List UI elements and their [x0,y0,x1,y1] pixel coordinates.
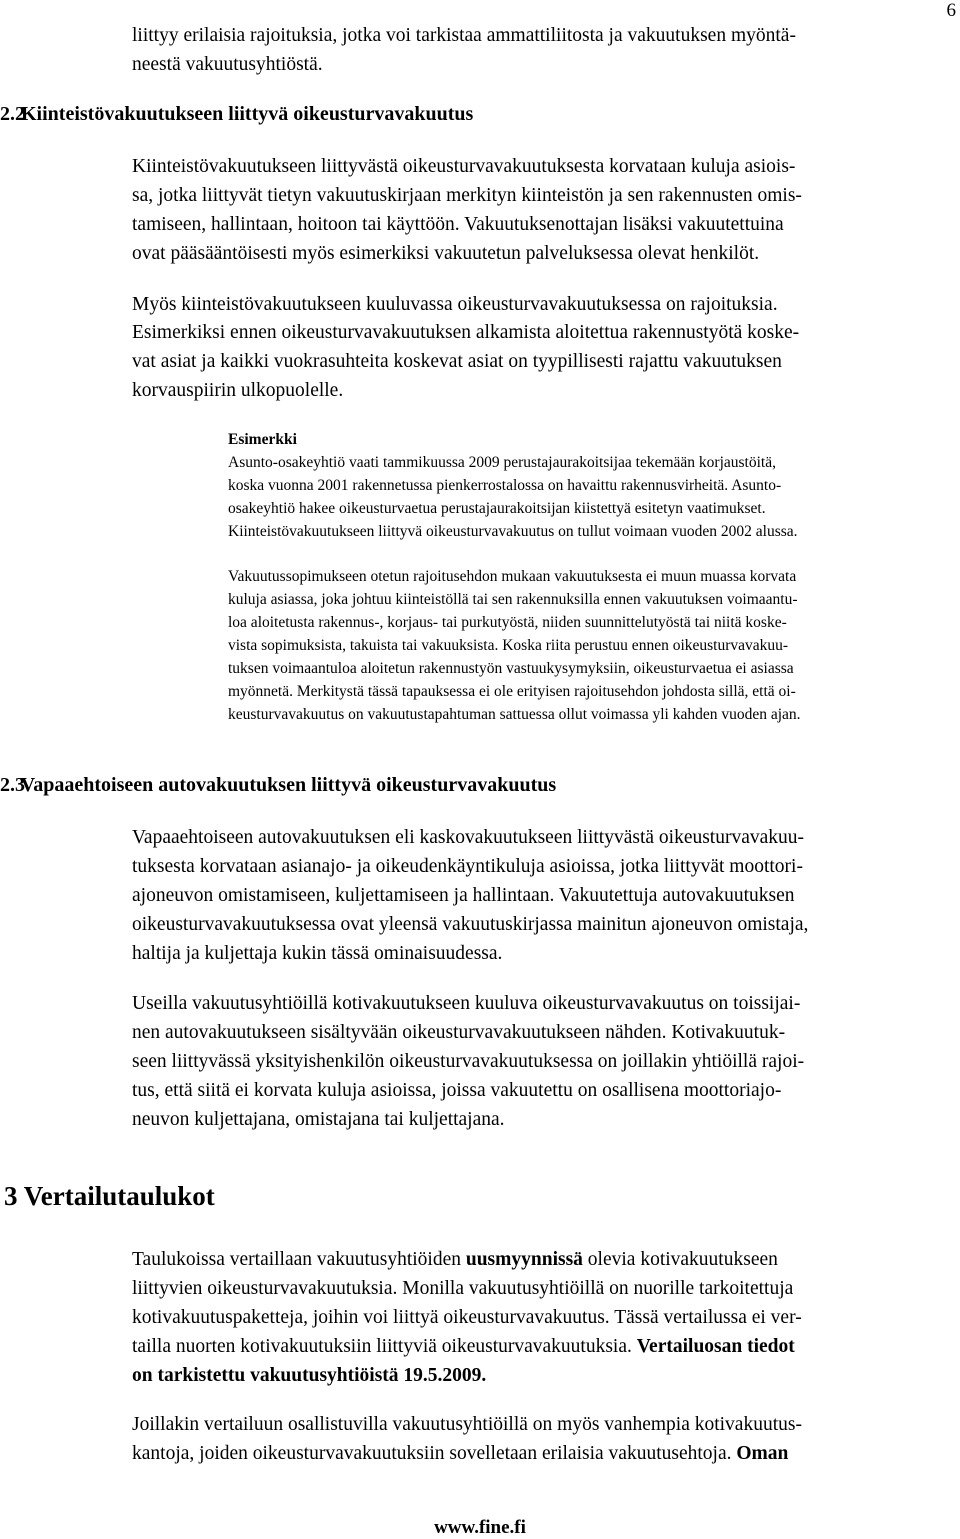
s3-p2-l2-a: kantoja, joiden oikeusturvavakuutuksiin sovelletaan erilaisia vakuutusehtoja. [132,1443,737,1464]
s23-p2-line-1: Useilla vakuutusyhtiöillä kotivakuutukseen kuuluva oikeusturvavakuutus on toissijai- [132,993,801,1014]
s3-p1-l1-bold: uusmyynnissä [465,1249,583,1270]
example2-line-4: vista sopimuksista, takuista tai vakuuksista. Koska riita perustuu ennen oikeusturvavakuu- [228,637,789,654]
s23-p2-line-3: seen liittyvässä yksityishenkilön oikeusturvavakuutuksessa on joillakin yhtiöillä rajoi- [132,1051,805,1072]
s22-p2-line-1: Myös kiinteistövakuutukseen kuuluvassa oikeusturvavakuutuksessa on rajoituksia. [132,294,778,315]
s23-p1-line-4: oikeusturvavakuutuksessa ovat yleensä vakuutuskirjassa mainitun ajoneuvon omistaja, [132,914,809,935]
s3-p1-l1-a: Taulukoissa vertaillaan vakuutusyhtiöiden [132,1249,466,1270]
s23-p2-line-4: tus, että siitä ei korvata kuluja asioissa, joissa vakuutettu on osallisena moottoriajo- [132,1080,782,1101]
example2-line-5: tuksen voimaantuloa aloitetun rakennustyön vastuukysymyksiin, oikeusturvaetua ei asiassa [228,660,794,677]
s22-p2-line-4: korvauspiirin ulkopuolelle. [132,380,344,401]
page-number: 6 [946,0,956,21]
s23-p2-line-2: nen autovakuutukseen sisältyvään oikeusturvavakuutukseen nähden. Kotivakuutuk- [132,1022,786,1043]
s23-p1-line-5: haltija ja kuljettaja kukin tässä ominaisuudessa. [132,943,503,964]
example2-line-1: Vakuutussopimukseen otetun rajoitusehdon mukaan vakuutuksesta ei muun muassa korvata [228,568,797,585]
s3-p1-line-5: on tarkistettu vakuutusyhtiöistä 19.5.2009. [132,1365,487,1386]
s23-p1-line-3: ajoneuvon omistamiseen, kuljettamiseen ja hallintaan. Vakuutettuja autovakuutuksen [132,885,795,906]
s3-p2-line-2 [132,1439,788,1468]
section-2-3-heading [0,774,556,797]
example-label: Esimerkki [228,431,297,448]
example-line-4: Kiinteistövakuutukseen liittyvä oikeusturvavakuutus on tullut voimaan vuoden 2002 alussa. [228,523,798,540]
section-2-2-heading [0,103,473,126]
s3-p1-line-3: kotivakuutuspaketteja, joihin voi liittyä oikeusturvavakuutus. Tässä vertailussa ei ver- [132,1307,802,1328]
s3-p1-l1-c: olevia kotivakuutukseen [582,1249,778,1270]
s3-p1-l4-bold: Vertailuosan tiedot [636,1336,795,1357]
section-2-3-number: 2.3 [0,774,25,796]
s3-p1-line-4 [132,1332,795,1361]
footer-url: www.fine.fi [434,1517,526,1538]
s23-p2-line-5: neuvon kuljettajana, omistajana tai kuljettajana. [132,1109,505,1130]
s22-p1-line-4: ovat pääsääntöisesti myös esimerkiksi vakuutetun palveluksessa olevat henkilöt. [132,243,760,264]
intro-line-2: neestä vakuutusyhtiöstä. [132,54,323,75]
section-3-heading: 3 Vertailutaulukot [4,1181,215,1211]
s23-p1-line-2: tuksesta korvataan asianajo- ja oikeudenkäyntikuluja asioissa, jotka liittyvät moottori- [132,856,803,877]
s22-p1-line-3: tamiseen, hallintaan, hoitoon tai käyttöön. Vakuutuksenottajan lisäksi vakuutettuina [132,214,784,235]
s3-p2-l2-bold: Oman [736,1443,789,1464]
section-2-2-number: 2.2 [0,103,25,125]
s3-p2-line-1: Joillakin vertailuun osallistuvilla vakuutusyhtiöillä on myös vanhempia kotivakuutus- [132,1414,802,1435]
s22-p2-line-2: Esimerkiksi ennen oikeusturvavakuutuksen alkamista aloitettua rakennustyötä koske- [132,322,800,343]
example2-line-6: myönnetä. Merkitystä tässä tapauksessa ei ole erityisen rajoitusehdon johdosta sillä, että oi- [228,683,796,700]
example2-line-7: keusturvavakuutus on vakuutustapahtuman sattuessa ollut voimassa yli kahden vuoden ajan. [228,706,801,723]
example-line-1: Asunto-osakeyhtiö vaati tammikuussa 2009 perustajaurakoitsijaa tekemään korjaustöitä, [228,454,776,471]
example-line-2: koska vuonna 2001 rakennetussa pienkerrostalossa on havaittu rakennusvirheitä. Asunto- [228,477,782,494]
s3-p1-l4-a: tailla nuorten kotivakuutuksiin liittyviä oikeusturvavakuutuksia. [132,1336,637,1357]
section-2-2-title: Kiinteistövakuutukseen liittyvä oikeusturvavakuutus [21,103,474,125]
s22-p1-line-2: sa, jotka liittyvät tietyn vakuutuskirjaan merkityn kiinteistön ja sen rakennusten omis- [132,185,802,206]
s3-p1-line-2: liittyvien oikeusturvavakuutuksia. Monilla vakuutusyhtiöillä on nuorille tarkoitettuja [132,1278,794,1299]
example2-line-3: loa aloitetusta rakennus-, korjaus- tai purkutyöstä, niiden suunnittelutyöstä tai niitä koske- [228,614,787,631]
intro-line-1: liittyy erilaisia rajoituksia, jotka voi tarkistaa ammattiliitosta ja vakuutuksen myöntä- [132,25,796,46]
example-line-3: osakeyhtiö hakee oikeusturvaetua perustajaurakoitsijan kiistettyä esitetyn vaatimukset. [228,500,766,517]
s22-p2-line-3: vat asiat ja kaikki vuokrasuhteita koskevat asiat on tyypillisesti rajattu vakuutuksen [132,351,782,372]
example2-line-2: kuluja asiassa, joka johtuu kiinteistöllä tai sen rakennuksilla ennen vakuutuksen voimaantu- [228,591,798,608]
s3-p1-line-1 [132,1245,778,1274]
section-2-3-title: Vapaaehtoiseen autovakuutuksen liittyvä oikeusturvavakuutus [20,774,557,796]
s23-p1-line-1: Vapaaehtoiseen autovakuutuksen eli kaskovakuutukseen liittyvästä oikeusturvavakuu- [132,827,805,848]
s22-p1-line-1: Kiinteistövakuutukseen liittyvästä oikeusturvavakuutuksesta korvataan kuluja asiois- [132,156,796,177]
